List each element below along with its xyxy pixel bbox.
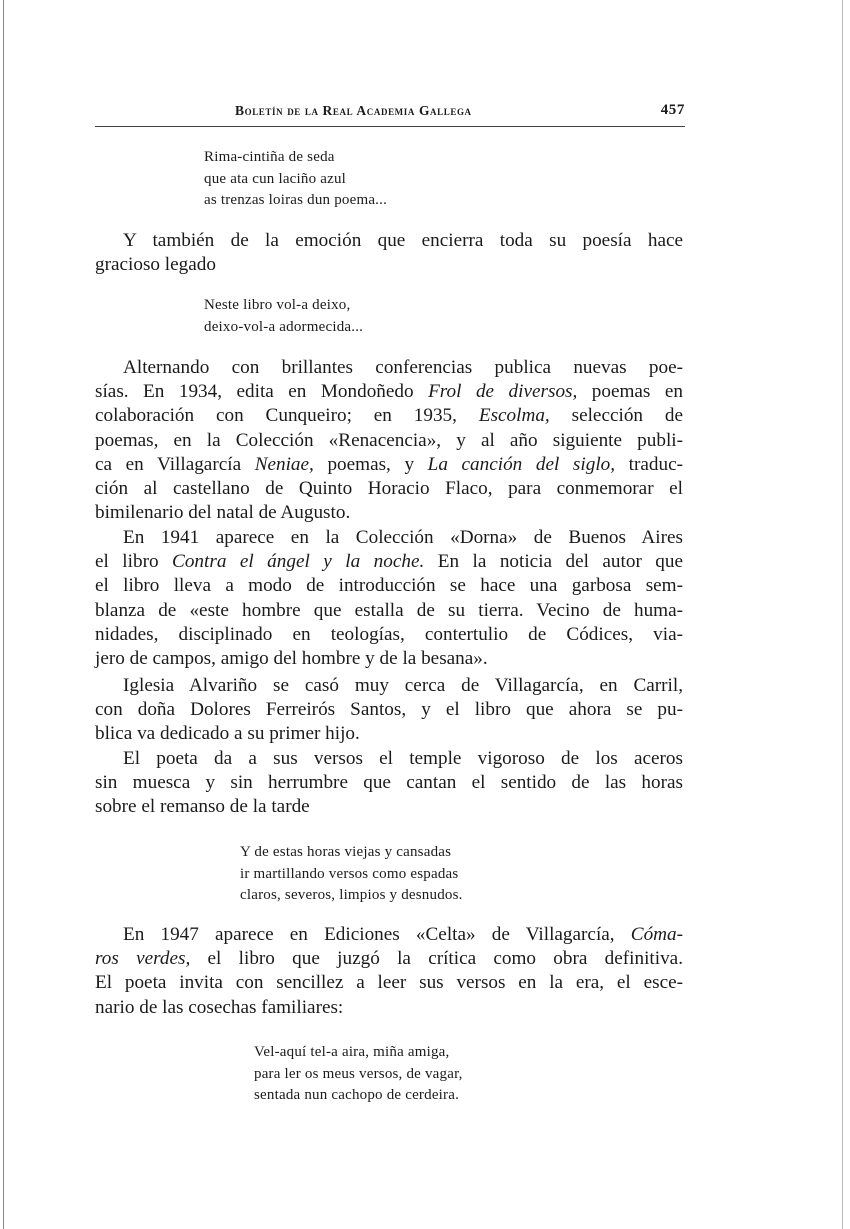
- text-line: [95, 229, 683, 253]
- page-left-edge: [3, 0, 4, 1229]
- paragraph-2: [95, 356, 683, 525]
- text-line: [95, 947, 683, 971]
- verse-line: para ler os meus versos, de vagar,: [254, 1065, 463, 1082]
- text-line: [95, 526, 683, 550]
- verse-line: deixo-vol-a adormecida...: [204, 318, 364, 335]
- text-line: blanza de «este hombre que estalla de su tierra. Vecino de huma-: [95, 599, 683, 621]
- text-line: poemas, en la Colección «Renacencia», y al año siguiente publi-: [95, 429, 683, 451]
- verse-line: Vel-aquí tel-a aira, miña amiga,: [254, 1044, 450, 1060]
- verse-line: Neste libro vol-a deixo,: [204, 297, 351, 313]
- text-span: el libro: [95, 551, 173, 573]
- text-line: El poeta invita con sencillez a leer sus versos en la era, el esce-: [95, 972, 683, 994]
- verse-block-3: [240, 842, 463, 907]
- book-title: Escolma,: [478, 405, 550, 427]
- text-span: colaboración con Cunqueiro; en 1935,: [95, 405, 479, 427]
- verse-block-1: [204, 147, 387, 212]
- verse-line: ir martillando versos como espadas: [240, 865, 459, 882]
- page-right-edge: [842, 0, 843, 1229]
- text-line: [95, 674, 683, 698]
- text-line: con doña Dolores Ferreirós Santos, y el libro que ahora se pu-: [95, 699, 683, 721]
- book-title: Neniae,: [254, 453, 314, 475]
- text-span: el libro que juzgó la crítica como obra definitiva.: [190, 948, 683, 970]
- text-line: blica va dedicado a su primer hijo.: [95, 723, 360, 745]
- text-line: [95, 380, 683, 404]
- text-span: En la noticia del autor que: [424, 551, 683, 573]
- text-line: sobre el remanso de la tarde: [95, 796, 310, 818]
- verse-line: claros, severos, limpios y desnudos.: [240, 887, 463, 903]
- text-line: bimilenario del natal de Augusto.: [95, 502, 351, 524]
- text-span: poemas, y: [313, 453, 428, 475]
- header-rule: [95, 126, 685, 127]
- paragraph-4: [95, 674, 683, 747]
- text-span: poemas en: [577, 381, 683, 403]
- verse-line: Y de estas horas viejas y cansadas: [240, 844, 452, 860]
- book-title: ros verdes,: [95, 948, 191, 970]
- text-span: En 1941 aparece en la Colección «Dorna» de Buenos Aires: [123, 527, 683, 548]
- text-line: [95, 356, 683, 380]
- text-span: El poeta da a sus versos el temple vigoroso de los aceros: [123, 748, 683, 769]
- text-span: traduc-: [615, 453, 683, 475]
- text-line: [95, 404, 683, 428]
- paragraph-5: [95, 747, 683, 820]
- book-title: Frol de diversos,: [428, 381, 578, 403]
- text-span: sías. En 1934, edita en Mondoñedo: [95, 381, 429, 403]
- verse-block-4: [254, 1042, 463, 1107]
- verse-line: Rima-cintiña de seda: [204, 149, 335, 165]
- text-span: ca en Villagarcía: [95, 453, 255, 475]
- paragraph-6: [95, 923, 683, 1020]
- verse-line: as trenzas loiras dun poema...: [204, 192, 388, 208]
- verse-block-2: [204, 295, 363, 338]
- text-line: el libro lleva a modo de introducción se hace una garbosa sem-: [95, 575, 683, 597]
- text-line: sin muesca y sin herrumbre que cantan el sentido de las horas: [95, 772, 683, 794]
- paragraph-1: [95, 229, 683, 277]
- journal-title: Boletín de la Real Academia Gallega: [235, 103, 472, 118]
- text-span: En 1947 aparece en Ediciones «Celta» de Villagarcía,: [123, 924, 631, 945]
- text-line: nidades, disciplinado en teologías, contertulio de Códices, via-: [95, 623, 683, 645]
- text-span: Iglesia Alvariño se casó muy cerca de Villagarcía, en Carril,: [123, 675, 683, 696]
- text-span: Y también de la emoción que encierra toda su poesía hace: [123, 230, 683, 251]
- page-number: 457: [660, 102, 685, 118]
- book-title: La canción del siglo,: [427, 453, 616, 475]
- text-span: Alternando con brillantes conferencias publica nuevas poe-: [123, 357, 683, 378]
- text-line: [95, 923, 683, 947]
- verse-line: sentada nun cachopo de cerdeira.: [254, 1087, 460, 1103]
- text-line: gracioso legado: [95, 254, 216, 276]
- text-line: [95, 453, 683, 477]
- paragraph-3: [95, 526, 683, 671]
- running-header: [95, 100, 685, 124]
- text-line: ción al castellano de Quinto Horacio Flaco, para conmemorar el: [95, 478, 683, 500]
- text-line: [95, 747, 683, 771]
- text-line: [95, 550, 683, 574]
- book-title: Cóma-: [630, 924, 683, 945]
- text-line: jero de campos, amigo del hombre y de la besana».: [95, 648, 488, 670]
- book-title: Contra el ángel y la noche.: [172, 551, 425, 573]
- text-line: nario de las cosechas familiares:: [95, 996, 344, 1018]
- verse-line: que ata cun laciño azul: [204, 170, 347, 187]
- text-span: selección de: [549, 405, 683, 427]
